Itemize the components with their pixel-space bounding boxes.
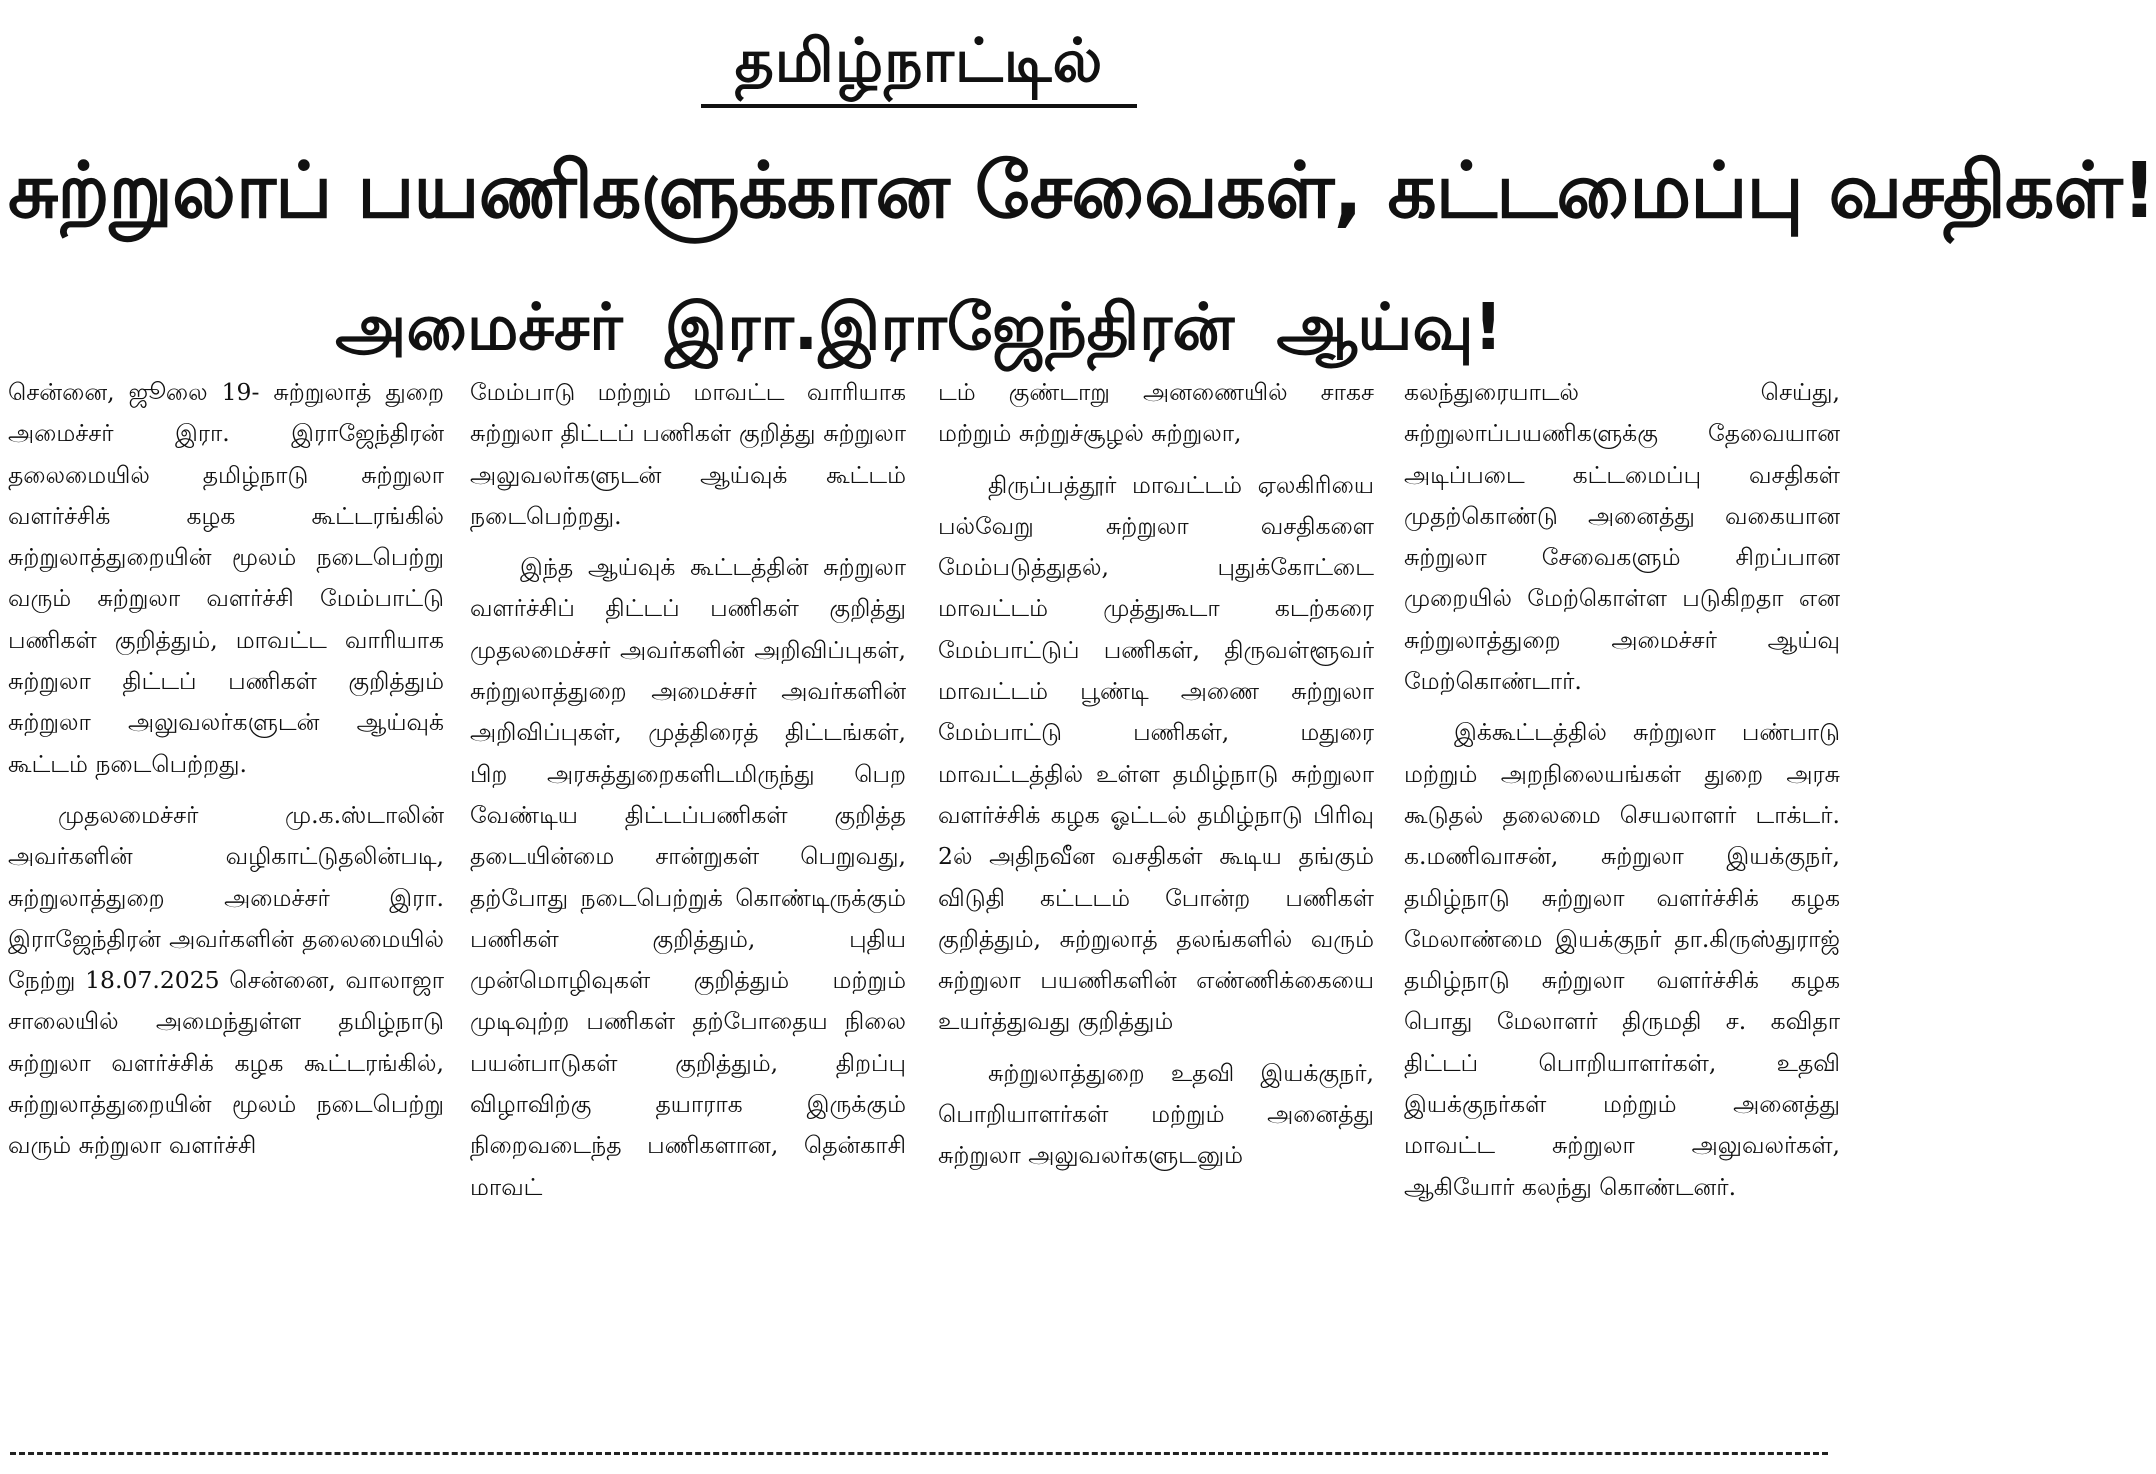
article-columns <box>8 372 1840 1434</box>
column-2 <box>470 372 906 1434</box>
cut-line-divider <box>10 1452 1828 1455</box>
paragraph: சென்னை, ஜூலை 19- சுற்றுலாத் துறை அமைச்சர் இரா. இராஜேந்திரன் தலைமையில் தமிழ்நாடு சுற்றுலா வளர்ச்சிக் கழக கூட்டரங்கில் சுற்றுலாத்துறையின் மூலம் நடைபெற்று வரும் சுற்றுலா வளர்ச்சி மேம்பாட்டு பணிகள் குறித்தும், மாவட்ட வாரியாக சுற்றுலா திட்டப் பணிகள் குறித்தும் சுற்றுலா அலுவலர்களுடன் ஆய்வுக் கூட்டம் நடைபெற்றது. <box>8 378 444 778</box>
paragraph: முதலமைச்சர் மு.க.ஸ்டாலின் அவர்களின் வழிகாட்டுதலின்படி, சுற்றுலாத்துறை அமைச்சர் இரா. இராஜேந்திரன் அவர்களின் தலைமையில் நேற்று 18.07.2025 சென்னை, வாலாஜா சாலையில் அமைந்துள்ள தமிழ்நாடு சுற்றுலா வளர்ச்சிக் கழக கூட்டரங்கில், சுற்றுலாத்துறையின் மூலம் நடைபெற்று வரும் சுற்றுலா வளர்ச்சி <box>8 800 444 1160</box>
column-3 <box>938 372 1374 1434</box>
column-1 <box>8 372 444 1434</box>
paragraph: இந்த ஆய்வுக் கூட்டத்தின் சுற்றுலா வளர்ச்சிப் திட்டப் பணிகள் குறித்து முதலமைச்சர் அவர்களின் அறிவிப்புகள், சுற்றுலாத்துறை அமைச்சர் அவர்களின் அறிவிப்புகள், முத்திரைத் திட்டங்கள், பிற அரசுத்துறைகளிடமிருந்து பெற வேண்டிய திட்டப்பணிகள் குறித்த தடையின்மை சான்றுகள் பெறுவது, தற்போது நடைபெற்றுக் கொண்டிருக்கும் பணிகள் குறித்தும், புதிய முன்மொழிவுகள் குறித்தும் மற்றும் முடிவுற்ற பணிகள் தற்போதைய நிலை பயன்பாடுகள் குறித்தும், திறப்பு விழாவிற்கு தயாராக இருக்கும் நிறைவடைந்த பணிகளான, தென்காசி மாவட் <box>470 553 906 1201</box>
subheadline: அமைச்சர் இரா.இராஜேந்திரன் ஆய்வு! <box>335 291 1503 365</box>
paragraph: திருப்பத்தூர் மாவட்டம் ஏலகிரியை பல்வேறு சுற்றுலா வசதிகளை மேம்படுத்துதல், புதுக்கோட்டை மாவட்டம் முத்துகூடா கடற்கரை மேம்பாட்டுப் பணிகள், திருவள்ளூவர் மாவட்டம் பூண்டி அணை சுற்றுலா மேம்பாட்டு பணிகள், மதுரை மாவட்டத்தில் உள்ள தமிழ்நாடு சுற்றுலா வளர்ச்சிக் கழக ஓட்டல் தமிழ்நாடு பிரிவு 2ல் அதிநவீன வசதிகள் கூடிய தங்கும் விடுதி கட்டடம் போன்ற பணிகள் குறித்தும், சுற்றுலாத் தலங்களில் வரும் சுற்றுலா பயணிகளின் எண்ணிக்கையை உயர்த்துவது குறித்தும் <box>938 470 1374 1036</box>
paragraph: மேம்பாடு மற்றும் மாவட்ட வாரியாக சுற்றுலா திட்டப் பணிகள் குறித்து சுற்றுலா அலுவலர்களுடன் ஆய்வுக் கூட்டம் நடைபெற்றது. <box>470 378 906 530</box>
headline: சுற்றுலாப் பயணிகளுக்கான சேவைகள், கட்டமைப்பு வசதிகள்! <box>8 147 2156 236</box>
column-4 <box>1404 372 1840 1434</box>
kicker-wrap <box>0 28 1838 108</box>
kicker: தமிழ்நாட்டில் <box>701 28 1138 108</box>
paragraph: சுற்றுலாத்துறை உதவி இயக்குநர், பொறியாளர்கள் மற்றும் அனைத்து சுற்றுலா அலுவலர்களுடனும் <box>938 1058 1374 1170</box>
paragraph: டம் குண்டாறு அனணையில் சாகச மற்றும் சுற்றுச்சூழல் சுற்றுலா, <box>938 378 1374 448</box>
paragraph: இக்கூட்டத்தில் சுற்றுலா பண்பாடு மற்றும் அறநிலையங்கள் துறை அரசு கூடுதல் தலைமை செயலாளர் டாக்டர். க.மணிவாசன், சுற்றுலா இயக்குநர், தமிழ்நாடு சுற்றுலா வளர்ச்சிக் கழக மேலாண்மை இயக்குநர் தா.கிருஸ்துராஜ் தமிழ்நாடு சுற்றுலா வளர்ச்சிக் கழக பொது மேலாளர் திருமதி ச. கவிதா திட்டப் பொறியாளர்கள், உதவி இயக்குநர்கள் மற்றும் அனைத்து மாவட்ட சுற்றுலா அலுவலர்கள், ஆகியோர் கலந்து கொண்டனர். <box>1404 718 1840 1201</box>
paragraph: கலந்துரையாடல் செய்து, சுற்றுலாப்பயணிகளுக்கு தேவையான அடிப்படை கட்டமைப்பு வசதிகள் முதற்கொண்டு அனைத்து வகையான சுற்றுலா சேவைகளும் சிறப்பான முறையில் மேற்கொள்ள படுகிறதா என சுற்றுலாத்துறை அமைச்சர் ஆய்வு மேற்கொண்டார். <box>1404 378 1840 696</box>
